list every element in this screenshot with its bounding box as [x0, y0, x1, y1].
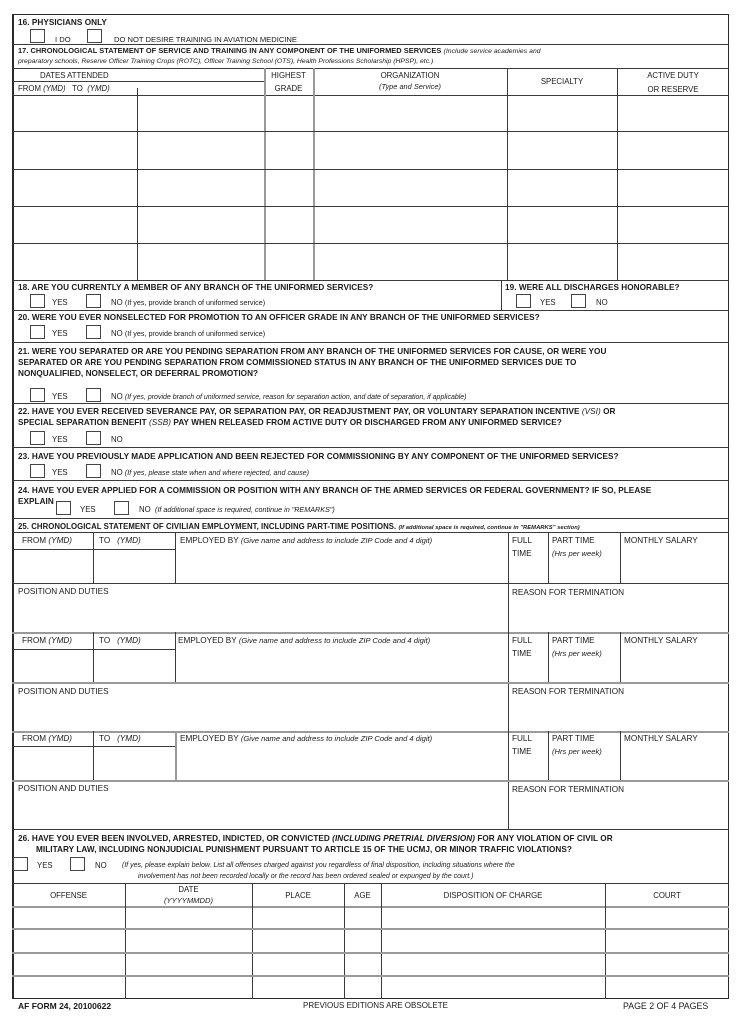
from-text: FROM: [22, 636, 47, 645]
employed-by-note: (Give name and address to include ZIP Code and 4 digit): [238, 636, 431, 645]
q18-note: (If yes, provide branch of uniformed service): [124, 298, 266, 307]
divider: [12, 731, 729, 733]
q22-title-2c: PAY WHEN RELEASED FROM ACTIVE DUTY OR DISCHARGED FROM ANY UNIFORMED SERVICE?: [173, 418, 562, 427]
q17-highest-header: HIGHEST: [271, 71, 306, 80]
q25-reason-field[interactable]: [509, 599, 728, 631]
q21-yes-checkbox[interactable]: [30, 388, 45, 402]
q17-active-duty-header: ACTIVE DUTY: [647, 71, 699, 80]
to-fmt: (YMD): [117, 636, 141, 645]
q23-no-checkbox[interactable]: [86, 464, 101, 478]
q17-or-reserve-header: OR RESERVE: [647, 85, 699, 94]
q25-full-label: FULL: [512, 536, 533, 545]
col-line: [620, 532, 621, 583]
to-text: TO: [99, 536, 111, 545]
q25-from-field[interactable]: [13, 650, 93, 682]
col-line: [175, 532, 176, 583]
q20-yes-label: YES: [52, 329, 68, 338]
q17-dates-attended: DATES ATTENDED: [40, 71, 109, 80]
q26-row[interactable]: [12, 977, 729, 998]
q17-grade-header: GRADE: [274, 84, 303, 93]
q21-no-label: [111, 392, 467, 403]
q22-title-2a: SPECIAL SEPARATION BENEFIT: [18, 418, 147, 427]
q20-no-checkbox[interactable]: [86, 325, 101, 339]
q25-to-label: [99, 536, 141, 546]
from-fmt: (YMD): [48, 636, 73, 645]
page-indicator: PAGE 2 OF 4 PAGES: [623, 1001, 709, 1011]
q24-yes-checkbox[interactable]: [56, 501, 71, 515]
q17-to-label: TO: [72, 84, 83, 93]
q26-offense-header: OFFENSE: [50, 891, 87, 900]
q25-to-label: [99, 734, 141, 744]
col-line: [548, 632, 549, 682]
q19-no-label: NO: [596, 298, 608, 307]
q25-note: (If additional space is required, continue in "REMARKS" section): [398, 525, 580, 531]
q25-from-field[interactable]: [13, 550, 93, 583]
divider: [12, 81, 264, 82]
q22-title-1a: 22. HAVE YOU EVER RECEIVED SEVERANCE PAY, OR SEPARATION PAY, OR READJUSTMENT PAY, OR VOLUNTARY SEPARATION INCENTIVE: [18, 407, 580, 416]
q16-title: 16. PHYSICIANS ONLY: [18, 18, 107, 27]
q22-title-2: [18, 417, 562, 428]
q25-employed-by-label: [180, 734, 432, 744]
q16-do-not-checkbox[interactable]: [87, 29, 102, 43]
q26-age-header: AGE: [354, 891, 371, 900]
q25-position-field[interactable]: [13, 598, 507, 631]
q25-hrs-label: (Hrs per week): [552, 649, 602, 658]
q26-note-1: (If yes, please explain below. List all offenses charged against you regardless of final disposition, including situations where the: [122, 862, 515, 869]
divider: [12, 780, 729, 782]
q25-full-label: FULL: [512, 636, 533, 645]
q17-from-header: [18, 84, 110, 94]
q26-no-label: NO: [95, 861, 107, 870]
q21-note: (If yes, provide branch of uniformed service, reason for separation action, and date of separation, if applicable): [124, 394, 467, 401]
col-line: [620, 731, 621, 780]
q26-date-fmt: (YYYYMMDD): [164, 896, 213, 905]
q17-to-fmt: (YMD): [87, 84, 110, 93]
q16-i-do-checkbox[interactable]: [30, 29, 45, 43]
q26-title-1a: 26. HAVE YOU EVER BEEN INVOLVED, ARRESTED, INDICTED, OR CONVICTED: [18, 834, 330, 843]
divider: [12, 68, 729, 69]
q26-yes-checkbox[interactable]: [13, 857, 28, 871]
q24-no-checkbox[interactable]: [114, 501, 129, 515]
divider: [12, 310, 729, 311]
q25-position-label: POSITION AND DUTIES: [18, 587, 109, 596]
q22-no-checkbox[interactable]: [86, 431, 101, 445]
q22-yes-label: YES: [52, 435, 68, 444]
q24-no-label: [139, 505, 335, 515]
q18-title: 18. ARE YOU CURRENTLY A MEMBER OF ANY BRANCH OF THE UNIFORMED SERVICES?: [18, 283, 374, 292]
q25-full-label: FULL: [512, 734, 533, 743]
q17-col-line: [137, 88, 138, 95]
q17-from-label: FROM: [18, 84, 41, 93]
q23-no-label: [111, 468, 309, 478]
q25-position-label: POSITION AND DUTIES: [18, 784, 109, 793]
q17-note-1: (Include service academies and: [443, 48, 541, 55]
q26-place-header: PLACE: [285, 891, 311, 900]
q26-row[interactable]: [12, 930, 729, 952]
q25-position-label: POSITION AND DUTIES: [18, 687, 109, 696]
q22-title-1c: OR: [603, 407, 616, 416]
q25-employed-by-label: [180, 536, 432, 546]
q25-reason-field[interactable]: [509, 698, 728, 730]
q25-time-label: TIME: [512, 747, 532, 756]
q24-note: (If additional space is required, continue in "REMARKS"): [155, 505, 335, 514]
form-number: AF FORM 24, 20100622: [18, 1001, 112, 1011]
q22-title-1: [18, 406, 615, 417]
q26-no-checkbox[interactable]: [70, 857, 85, 871]
q19-yes-checkbox[interactable]: [516, 294, 531, 308]
q25-reason-label: REASON FOR TERMINATION: [512, 588, 625, 597]
q26-disposition-header: DISPOSITION OF CHARGE: [443, 891, 543, 900]
col-line: [93, 632, 94, 682]
q25-employed-by-field[interactable]: [176, 548, 507, 583]
q23-note: (If yes, please state when and where rejected, and cause): [124, 468, 310, 477]
obsolete-notice: PREVIOUS EDITIONS ARE OBSOLETE: [303, 1001, 448, 1010]
to-fmt: (YMD): [117, 734, 141, 743]
q20-no-label: [111, 329, 265, 339]
q20-title: 20. WERE YOU EVER NONSELECTED FOR PROMOTION TO AN OFFICER GRADE IN ANY BRANCH OF THE UNIFORMED SERVICES?: [18, 313, 540, 322]
divider: [12, 480, 729, 481]
q25-employed-by-field[interactable]: [176, 746, 507, 779]
q17-row[interactable]: [12, 244, 729, 280]
q22-yes-checkbox[interactable]: [30, 431, 45, 445]
q23-yes-checkbox[interactable]: [30, 464, 45, 478]
q25-to-label: [99, 636, 141, 646]
q24-title-2: EXPLAIN: [18, 497, 54, 506]
q24-yes-label: YES: [80, 505, 96, 514]
q17-from-fmt: (YMD): [43, 84, 66, 93]
q24-no-text: NO: [139, 505, 151, 514]
q25-to-field[interactable]: [94, 550, 174, 583]
q17-title: [18, 45, 541, 57]
col-line: [175, 632, 176, 682]
q21-title-1: 21. WERE YOU SEPARATED OR ARE YOU PENDING SEPARATION FROM ANY BRANCH OF THE UNIFORMED SERVICES FOR CAUSE, OR WERE YOU: [18, 347, 607, 356]
col-line: [175, 731, 177, 780]
q26-row[interactable]: [12, 907, 729, 928]
q18-no-checkbox[interactable]: [86, 294, 101, 308]
q18-q19-divider: [501, 280, 502, 310]
q18-yes-checkbox[interactable]: [30, 294, 45, 308]
q25-reason-field[interactable]: [509, 796, 728, 828]
q25-position-field[interactable]: [13, 698, 507, 730]
col-line: [93, 532, 94, 583]
q17-organization-header: ORGANIZATION: [380, 71, 440, 80]
q26-title-1: [18, 833, 613, 844]
q23-title: 23. HAVE YOU PREVIOUSLY MADE APPLICATION AND BEEN REJECTED FOR COMMISSIONING BY ANY COMPONENT OF THE UNIFORMED SERVICES?: [18, 452, 619, 461]
divider: [12, 403, 729, 404]
q26-note-2: involvement has not been recorded locally or the record has been ordered sealed or expunged by the court.): [138, 873, 474, 880]
q16-do-not-label: DO NOT DESIRE TRAINING IN AVIATION MEDICINE: [114, 35, 297, 44]
q18-no-label: [111, 298, 265, 308]
to-text: TO: [99, 734, 111, 743]
divider: [12, 829, 729, 830]
q26-title-1c: FOR ANY VIOLATION OF CIVIL OR: [477, 834, 613, 843]
q26-date-header: DATE: [178, 885, 199, 894]
q25-from-label: [22, 536, 72, 546]
q25-part-time-label: PART TIME: [552, 734, 595, 743]
q22-no-label: NO: [111, 435, 123, 444]
employed-by-text: EMPLOYED BY: [180, 536, 239, 545]
q25-part-time-label: PART TIME: [552, 636, 595, 645]
q19-no-checkbox[interactable]: [571, 294, 586, 308]
divider: [12, 583, 729, 584]
q25-salary-label: MONTHLY SALARY: [624, 734, 698, 743]
col-line: [548, 532, 549, 583]
q21-title-2: SEPARATED OR ARE YOU PENDING SEPARATION FROM COMMISSIONED STATUS IN ANY BRANCH OF THE UNIFORMED SERVICES DUE TO: [18, 358, 577, 367]
q25-time-label: TIME: [512, 649, 532, 658]
from-fmt: (YMD): [48, 734, 73, 743]
q20-note: (If yes, provide branch of uniformed service): [124, 329, 266, 338]
q25-reason-label: REASON FOR TERMINATION: [512, 785, 625, 794]
divider: [12, 342, 729, 343]
col-line: [93, 731, 94, 780]
divider: [12, 518, 729, 519]
divider: [12, 883, 729, 884]
q17-organization-sub: (Type and Service): [379, 82, 441, 91]
q25-to-field[interactable]: [94, 650, 174, 682]
q23-no-text: NO: [111, 468, 123, 477]
q22-title-1b: (VSI): [581, 407, 601, 416]
q25-part-time-label: PART TIME: [552, 536, 595, 545]
col-line: [548, 731, 549, 780]
q18-yes-label: YES: [52, 298, 68, 307]
q25-title-text: 25. CHRONOLOGICAL STATEMENT OF CIVILIAN EMPLOYMENT, INCLUDING PART-TIME POSITIONS.: [18, 522, 397, 531]
divider: [12, 632, 729, 634]
q21-no-checkbox[interactable]: [86, 388, 101, 402]
q19-yes-label: YES: [540, 298, 556, 307]
to-fmt: (YMD): [117, 536, 141, 545]
q17-row[interactable]: [12, 132, 729, 169]
q18-no-text: NO: [111, 298, 123, 307]
q19-title: 19. WERE ALL DISCHARGES HONORABLE?: [505, 283, 680, 292]
q26-title-2: MILITARY LAW, INCLUDING NONJUDICIAL PUNISHMENT PURSUANT TO ARTICLE 15 OF THE UCMJ, OR MINOR TRAFFIC VIOLATIONS?: [36, 845, 572, 854]
divider: [12, 532, 729, 533]
q25-position-field[interactable]: [13, 795, 507, 828]
q21-no-text: NO: [111, 392, 123, 401]
from-fmt: (YMD): [48, 536, 73, 545]
q25-hrs-label: (Hrs per week): [552, 549, 602, 558]
q20-yes-checkbox[interactable]: [30, 325, 45, 339]
q25-employed-by-field[interactable]: [176, 648, 507, 682]
q25-from-label: [22, 636, 72, 646]
to-text: TO: [99, 636, 111, 645]
q25-salary-label: MONTHLY SALARY: [624, 636, 698, 645]
q17-row[interactable]: [12, 170, 729, 206]
employed-by-text: EMPLOYED BY: [178, 636, 237, 645]
q25-to-field[interactable]: [94, 747, 174, 779]
q24-title-1: 24. HAVE YOU EVER APPLIED FOR A COMMISSION OR POSITION WITH ANY BRANCH OF THE ARMED SERVICES OR FEDERAL GOVERNMENT? IF SO, PLEASE: [18, 486, 652, 495]
q20-no-text: NO: [111, 329, 123, 338]
q26-court-header: COURT: [653, 891, 681, 900]
divider: [12, 682, 729, 684]
q25-hrs-label: (Hrs per week): [552, 747, 602, 756]
employed-by-text: EMPLOYED BY: [180, 734, 239, 743]
q23-yes-label: YES: [52, 468, 68, 477]
col-line: [620, 632, 621, 682]
q25-from-label: [22, 734, 72, 744]
q22-title-2b: (SSB): [149, 418, 172, 427]
q21-title-3: NONQUALIFIED, NONSELECT, OR DEFERRAL PROMOTION?: [18, 369, 259, 378]
q17-title-text: 17. CHRONOLOGICAL STATEMENT OF SERVICE AND TRAINING IN ANY COMPONENT OF THE UNIFORMED SERVICES: [18, 46, 442, 55]
q16-i-do-label: I DO: [55, 35, 71, 44]
q26-row[interactable]: [12, 954, 729, 975]
q21-yes-label: YES: [52, 392, 68, 401]
q26-title-1b: (INCLUDING PRETRIAL DIVERSION): [332, 834, 475, 843]
q26-yes-label: YES: [37, 861, 53, 870]
from-text: FROM: [22, 734, 47, 743]
q25-employed-by-label: [178, 636, 430, 646]
employed-by-note: (Give name and address to include ZIP Code and 4 digit): [240, 734, 433, 743]
employed-by-note: (Give name and address to include ZIP Code and 4 digit): [240, 536, 433, 545]
q25-reason-label: REASON FOR TERMINATION: [512, 687, 625, 696]
q25-salary-label: MONTHLY SALARY: [624, 536, 698, 545]
q17-row[interactable]: [12, 207, 729, 243]
from-text: FROM: [22, 536, 47, 545]
divider: [12, 447, 729, 448]
q25-from-field[interactable]: [13, 747, 93, 779]
q17-row[interactable]: [12, 96, 729, 131]
q17-note-2: preparatory schools, Reserve Officer Training Crops (ROTC), Officer Training School (OTS), Health Professions Scholarship (HPSP), etc.): [18, 58, 434, 65]
q25-time-label: TIME: [512, 549, 532, 558]
q17-specialty-header: SPECIALTY: [540, 77, 584, 86]
divider: [12, 280, 729, 281]
